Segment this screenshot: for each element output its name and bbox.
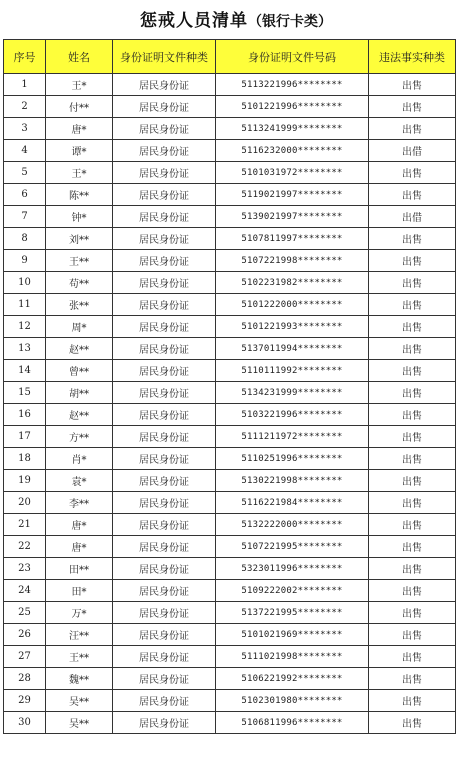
cell-id-number: 5101222000******** <box>216 294 369 316</box>
cell-fact-type: 出售 <box>369 250 456 272</box>
cell-id-type: 居民身份证 <box>113 206 216 228</box>
cell-name: 吴** <box>46 690 113 712</box>
cell-name: 田** <box>46 558 113 580</box>
cell-seq: 19 <box>4 470 46 492</box>
cell-seq: 15 <box>4 382 46 404</box>
cell-id-number: 5101021969******** <box>216 624 369 646</box>
cell-fact-type: 出售 <box>369 316 456 338</box>
cell-id-number: 5139021997******** <box>216 206 369 228</box>
table-row <box>4 360 456 382</box>
cell-id-type: 居民身份证 <box>113 668 216 690</box>
cell-seq: 9 <box>4 250 46 272</box>
cell-name: 苟** <box>46 272 113 294</box>
cell-fact-type: 出售 <box>369 602 456 624</box>
table-row <box>4 206 456 228</box>
cell-fact-type: 出售 <box>369 382 456 404</box>
disciplinary-list-table <box>3 39 456 734</box>
cell-fact-type: 出借 <box>369 140 456 162</box>
cell-id-number: 5101221993******** <box>216 316 369 338</box>
title-main: 惩戒人员清单 <box>140 11 248 31</box>
cell-name: 王** <box>46 646 113 668</box>
cell-seq: 30 <box>4 712 46 734</box>
cell-id-number: 5137221995******** <box>216 602 369 624</box>
cell-seq: 11 <box>4 294 46 316</box>
cell-name: 唐* <box>46 514 113 536</box>
cell-id-type: 居民身份证 <box>113 426 216 448</box>
cell-fact-type: 出售 <box>369 558 456 580</box>
table-row <box>4 184 456 206</box>
cell-fact-type: 出售 <box>369 96 456 118</box>
cell-id-type: 居民身份证 <box>113 690 216 712</box>
cell-seq: 3 <box>4 118 46 140</box>
cell-name: 周* <box>46 316 113 338</box>
cell-name: 肖* <box>46 448 113 470</box>
cell-id-type: 居民身份证 <box>113 162 216 184</box>
table-row <box>4 338 456 360</box>
table-row <box>4 404 456 426</box>
cell-seq: 27 <box>4 646 46 668</box>
cell-seq: 25 <box>4 602 46 624</box>
cell-id-number: 5102231982******** <box>216 272 369 294</box>
cell-name: 唐* <box>46 118 113 140</box>
table-row <box>4 668 456 690</box>
cell-fact-type: 出售 <box>369 228 456 250</box>
cell-seq: 18 <box>4 448 46 470</box>
cell-name: 唐* <box>46 536 113 558</box>
cell-seq: 12 <box>4 316 46 338</box>
cell-seq: 21 <box>4 514 46 536</box>
cell-fact-type: 出售 <box>369 514 456 536</box>
cell-name: 赵** <box>46 338 113 360</box>
cell-id-type: 居民身份证 <box>113 74 216 96</box>
cell-name: 袁* <box>46 470 113 492</box>
cell-seq: 7 <box>4 206 46 228</box>
cell-id-type: 居民身份证 <box>113 624 216 646</box>
cell-id-type: 居民身份证 <box>113 316 216 338</box>
cell-id-type: 居民身份证 <box>113 140 216 162</box>
cell-id-type: 居民身份证 <box>113 294 216 316</box>
cell-id-number: 5102301980******** <box>216 690 369 712</box>
cell-seq: 5 <box>4 162 46 184</box>
table-body <box>4 74 456 734</box>
cell-seq: 22 <box>4 536 46 558</box>
cell-name: 陈** <box>46 184 113 206</box>
cell-name: 钟* <box>46 206 113 228</box>
table-row <box>4 580 456 602</box>
cell-id-type: 居民身份证 <box>113 118 216 140</box>
cell-seq: 23 <box>4 558 46 580</box>
cell-fact-type: 出售 <box>369 668 456 690</box>
cell-id-number: 5111021998******** <box>216 646 369 668</box>
cell-name: 田* <box>46 580 113 602</box>
cell-id-number: 5137011994******** <box>216 338 369 360</box>
cell-name: 魏** <box>46 668 113 690</box>
table-row <box>4 558 456 580</box>
cell-seq: 13 <box>4 338 46 360</box>
cell-id-number: 5101031972******** <box>216 162 369 184</box>
table-row <box>4 646 456 668</box>
cell-fact-type: 出售 <box>369 360 456 382</box>
cell-id-type: 居民身份证 <box>113 360 216 382</box>
header-fact-type: 违法事实种类 <box>369 40 456 74</box>
cell-seq: 24 <box>4 580 46 602</box>
header-id-type: 身份证明文件种类 <box>113 40 216 74</box>
cell-fact-type: 出售 <box>369 272 456 294</box>
cell-id-number: 5130221998******** <box>216 470 369 492</box>
cell-fact-type: 出售 <box>369 492 456 514</box>
cell-name: 汪** <box>46 624 113 646</box>
cell-id-type: 居民身份证 <box>113 96 216 118</box>
cell-seq: 4 <box>4 140 46 162</box>
cell-id-number: 5106811996******** <box>216 712 369 734</box>
cell-seq: 14 <box>4 360 46 382</box>
table-row <box>4 448 456 470</box>
cell-id-type: 居民身份证 <box>113 184 216 206</box>
cell-id-type: 居民身份证 <box>113 536 216 558</box>
cell-fact-type: 出售 <box>369 470 456 492</box>
table-row <box>4 712 456 734</box>
table-header <box>4 40 456 74</box>
cell-id-type: 居民身份证 <box>113 558 216 580</box>
title-subtitle: （银行卡类） <box>248 14 332 30</box>
cell-id-type: 居民身份证 <box>113 646 216 668</box>
table-row <box>4 140 456 162</box>
cell-id-type: 居民身份证 <box>113 492 216 514</box>
cell-fact-type: 出售 <box>369 404 456 426</box>
cell-id-number: 5132222000******** <box>216 514 369 536</box>
table-row <box>4 250 456 272</box>
cell-fact-type: 出售 <box>369 712 456 734</box>
table-row <box>4 602 456 624</box>
cell-id-number: 5106221992******** <box>216 668 369 690</box>
table-row <box>4 690 456 712</box>
cell-id-type: 居民身份证 <box>113 382 216 404</box>
table-row <box>4 470 456 492</box>
cell-name: 赵** <box>46 404 113 426</box>
cell-id-number: 5323011996******** <box>216 558 369 580</box>
cell-fact-type: 出售 <box>369 624 456 646</box>
cell-id-type: 居民身份证 <box>113 602 216 624</box>
cell-name: 王* <box>46 74 113 96</box>
cell-id-number: 5110251996******** <box>216 448 369 470</box>
cell-id-type: 居民身份证 <box>113 404 216 426</box>
table-row <box>4 96 456 118</box>
cell-id-number: 5109222002******** <box>216 580 369 602</box>
cell-seq: 1 <box>4 74 46 96</box>
cell-fact-type: 出售 <box>369 162 456 184</box>
cell-name: 吴** <box>46 712 113 734</box>
table-row <box>4 514 456 536</box>
cell-seq: 8 <box>4 228 46 250</box>
table-row <box>4 228 456 250</box>
cell-seq: 26 <box>4 624 46 646</box>
cell-name: 张** <box>46 294 113 316</box>
cell-seq: 29 <box>4 690 46 712</box>
table-row <box>4 382 456 404</box>
cell-seq: 16 <box>4 404 46 426</box>
cell-seq: 20 <box>4 492 46 514</box>
table-row <box>4 74 456 96</box>
cell-seq: 10 <box>4 272 46 294</box>
cell-name: 曾** <box>46 360 113 382</box>
cell-fact-type: 出售 <box>369 536 456 558</box>
cell-id-type: 居民身份证 <box>113 712 216 734</box>
cell-fact-type: 出售 <box>369 118 456 140</box>
header-row <box>4 40 456 74</box>
cell-fact-type: 出售 <box>369 580 456 602</box>
cell-id-type: 居民身份证 <box>113 250 216 272</box>
cell-fact-type: 出售 <box>369 448 456 470</box>
cell-name: 万* <box>46 602 113 624</box>
cell-id-number: 5101221996******** <box>216 96 369 118</box>
cell-id-number: 5134231999******** <box>216 382 369 404</box>
cell-fact-type: 出售 <box>369 646 456 668</box>
cell-id-number: 5111211972******** <box>216 426 369 448</box>
cell-fact-type: 出售 <box>369 74 456 96</box>
cell-id-number: 5110111992******** <box>216 360 369 382</box>
cell-id-type: 居民身份证 <box>113 514 216 536</box>
table-row <box>4 492 456 514</box>
cell-id-number: 5119021997******** <box>216 184 369 206</box>
table-row <box>4 294 456 316</box>
table-row <box>4 162 456 184</box>
cell-id-number: 5107811997******** <box>216 228 369 250</box>
cell-id-number: 5107221995******** <box>216 536 369 558</box>
cell-id-type: 居民身份证 <box>113 272 216 294</box>
document-title <box>0 6 472 31</box>
table-row <box>4 118 456 140</box>
cell-fact-type: 出售 <box>369 294 456 316</box>
cell-name: 王** <box>46 250 113 272</box>
cell-seq: 2 <box>4 96 46 118</box>
cell-id-type: 居民身份证 <box>113 470 216 492</box>
cell-id-number: 5107221998******** <box>216 250 369 272</box>
header-name: 姓名 <box>46 40 113 74</box>
cell-name: 付** <box>46 96 113 118</box>
cell-name: 李** <box>46 492 113 514</box>
header-id-number: 身份证明文件号码 <box>216 40 369 74</box>
cell-id-number: 5103221996******** <box>216 404 369 426</box>
cell-id-number: 5116221984******** <box>216 492 369 514</box>
cell-fact-type: 出售 <box>369 426 456 448</box>
cell-name: 谭* <box>46 140 113 162</box>
cell-id-number: 5113241999******** <box>216 118 369 140</box>
cell-fact-type: 出售 <box>369 184 456 206</box>
cell-seq: 17 <box>4 426 46 448</box>
table-row <box>4 272 456 294</box>
cell-name: 方** <box>46 426 113 448</box>
header-seq: 序号 <box>4 40 46 74</box>
table-row <box>4 426 456 448</box>
cell-seq: 6 <box>4 184 46 206</box>
cell-id-number: 5113221996******** <box>216 74 369 96</box>
cell-fact-type: 出售 <box>369 338 456 360</box>
cell-fact-type: 出借 <box>369 206 456 228</box>
cell-name: 王* <box>46 162 113 184</box>
cell-id-number: 5116232000******** <box>216 140 369 162</box>
table-row <box>4 316 456 338</box>
cell-name: 胡** <box>46 382 113 404</box>
cell-seq: 28 <box>4 668 46 690</box>
cell-id-type: 居民身份证 <box>113 228 216 250</box>
cell-id-type: 居民身份证 <box>113 448 216 470</box>
cell-fact-type: 出售 <box>369 690 456 712</box>
cell-id-type: 居民身份证 <box>113 338 216 360</box>
table-row <box>4 624 456 646</box>
cell-id-type: 居民身份证 <box>113 580 216 602</box>
cell-name: 刘** <box>46 228 113 250</box>
table-row <box>4 536 456 558</box>
